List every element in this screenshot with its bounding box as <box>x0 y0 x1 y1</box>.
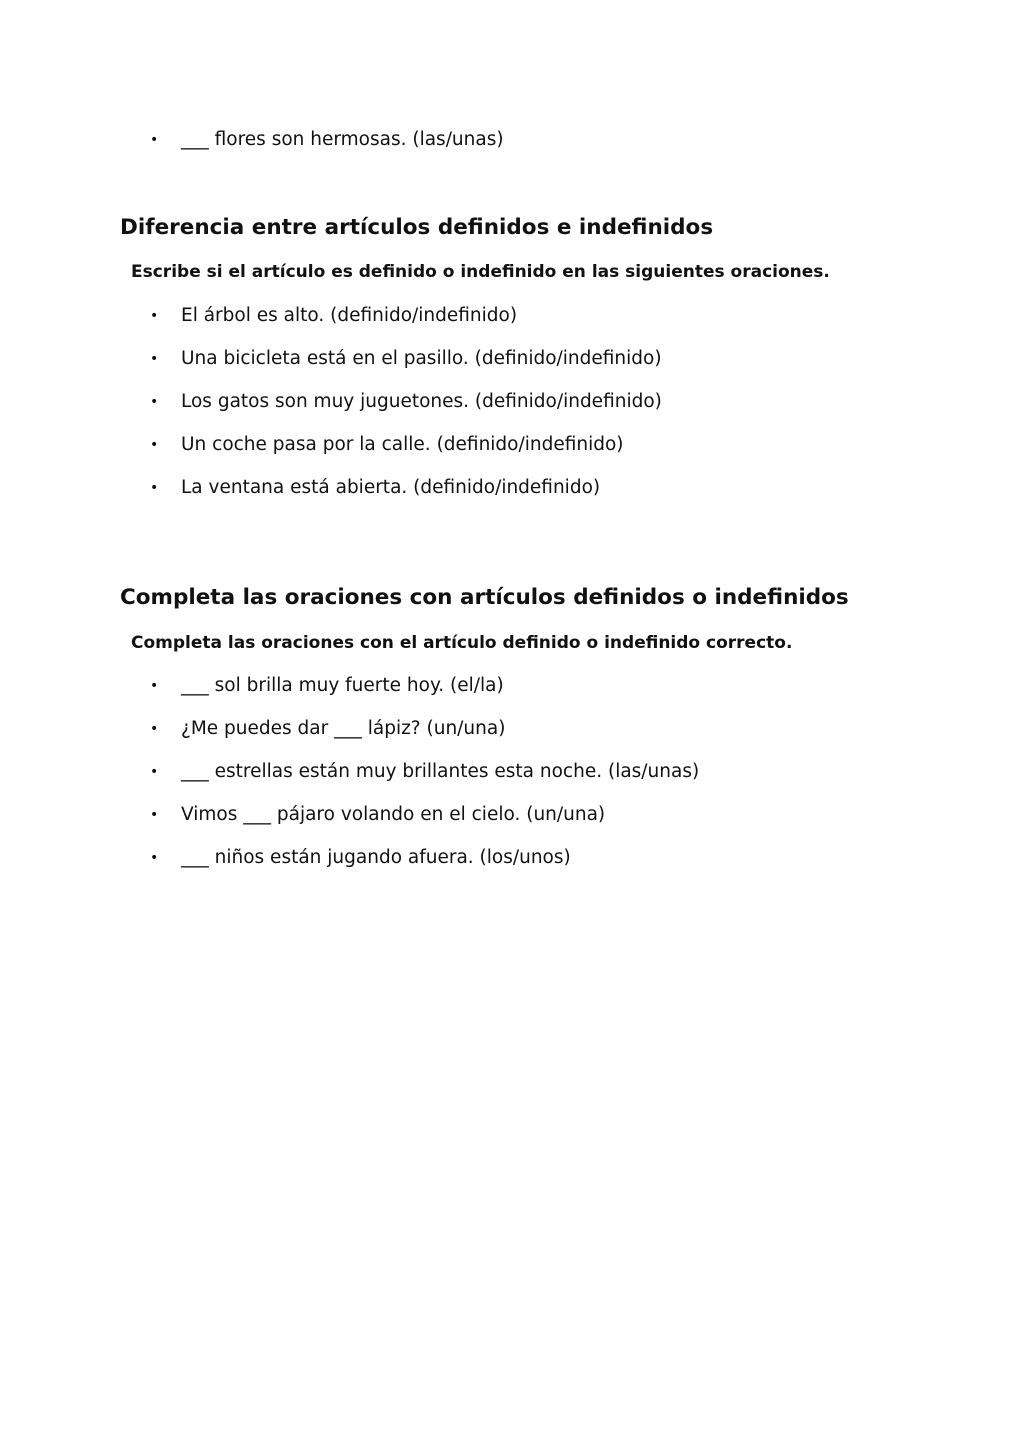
list-item <box>150 345 970 388</box>
section-title-definite-vs-indefinite: Diferencia entre artículos definidos e indefinidos <box>120 215 714 240</box>
list-item <box>150 388 970 431</box>
list-item-text: El árbol es alto. (definido/indefinido) <box>181 305 518 326</box>
exercise-list-complete-sentences <box>150 672 970 887</box>
list-item <box>150 302 970 345</box>
list-item <box>150 758 970 801</box>
bullet-icon: • <box>150 437 159 453</box>
list-item <box>150 715 970 758</box>
list-item-text: ¿Me puedes dar ___ lápiz? (un/una) <box>181 718 506 739</box>
bullet-icon: • <box>150 308 159 324</box>
list-item <box>150 431 970 474</box>
bullet-icon: • <box>150 678 159 694</box>
section-instruction-definite-vs-indefinite: Escribe si el artículo es definido o indefinido en las siguientes oraciones. <box>131 262 830 282</box>
exercise-list-definite-vs-indefinite <box>150 302 970 517</box>
list-item-text: ___ niños están jugando afuera. (los/unos) <box>181 847 571 868</box>
list-item-text: La ventana está abierta. (definido/indefinido) <box>181 477 601 498</box>
section-title-complete-sentences: Completa las oraciones con artículos definidos o indefinidos <box>120 585 849 610</box>
list-item-text: ___ estrellas están muy brillantes esta noche. (las/unas) <box>181 761 700 782</box>
list-item-text: Vimos ___ pájaro volando en el cielo. (un/una) <box>181 804 606 825</box>
bullet-icon: • <box>150 721 159 737</box>
list-item-text: Una bicicleta está en el pasillo. (definido/indefinido) <box>181 348 662 369</box>
list-item <box>150 672 970 715</box>
bullet-icon: • <box>150 351 159 367</box>
list-item <box>150 801 970 844</box>
bullet-icon: • <box>150 764 159 780</box>
list-item <box>150 126 970 169</box>
list-item-text: Los gatos son muy juguetones. (definido/indefinido) <box>181 391 662 412</box>
section-instruction-complete-sentences: Completa las oraciones con el artículo definido o indefinido correcto. <box>131 633 793 653</box>
list-item <box>150 474 970 517</box>
list-item-text: ___ sol brilla muy fuerte hoy. (el/la) <box>181 675 504 696</box>
list-item-text: ___ flores son hermosas. (las/unas) <box>181 129 504 150</box>
bullet-icon: • <box>150 394 159 410</box>
bullet-icon: • <box>150 850 159 866</box>
bullet-icon: • <box>150 807 159 823</box>
bullet-icon: • <box>150 132 159 148</box>
list-item-text: Un coche pasa por la calle. (definido/indefinido) <box>181 434 624 455</box>
top-exercise-list <box>150 126 970 169</box>
list-item <box>150 844 970 887</box>
bullet-icon: • <box>150 480 159 496</box>
